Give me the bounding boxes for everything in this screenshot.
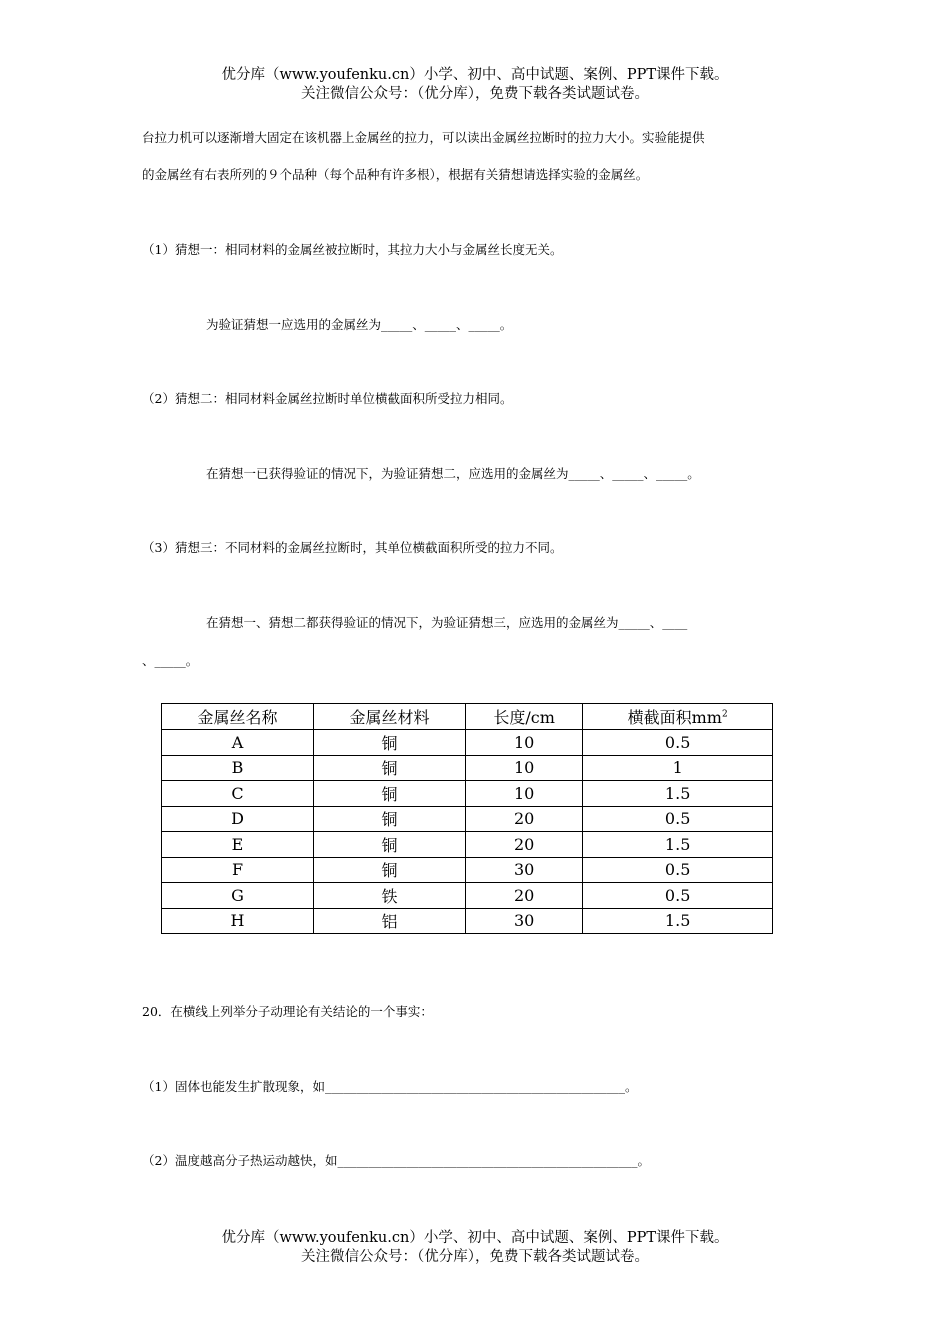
cell-area: 0.5 [583,883,773,909]
cell-material: 铜 [314,806,466,832]
cell-name: C [162,781,314,807]
header-area-exponent: 2 [721,709,728,720]
cell-area: 1.5 [583,908,773,934]
question-20: 20．在横线上列举分子动理论有关结论的一个事实： [142,1004,433,1019]
cell-area: 1 [583,755,773,781]
cell-length: 10 [466,755,583,781]
question-1: （1）猜想一：相同材料的金属丝被拉断时，其拉力大小与金属丝长度无关。 [142,242,563,257]
header-area-label: 横截面积mm [627,708,722,727]
cell-name: G [162,883,314,909]
question-1-answer: 为验证猜想一应选用的金属丝为_____、_____、_____。 [206,317,513,332]
cell-area: 0.5 [583,806,773,832]
question-3-answer-a: 在猜想一、猜想二都获得验证的情况下，为验证猜想三，应选用的金属丝为_____、____ [206,615,688,630]
cell-length: 10 [466,730,583,756]
cell-area: 0.5 [583,857,773,883]
table-row [162,883,773,909]
header-material: 金属丝材料 [314,704,466,730]
table-row [162,755,773,781]
cell-material: 铜 [314,857,466,883]
cell-length: 10 [466,781,583,807]
page-header [0,66,950,104]
cell-material: 铜 [314,781,466,807]
intro-line-2: 的金属丝有右表所列的９个品种（每个品种有许多根），根据有关猜想请选择实验的金属丝。 [142,167,649,182]
footer-line-1: 优分库（www.youfenku.cn）小学、初中、高中试题、案例、PPT课件下载。 [221,1230,729,1246]
cell-material: 铁 [314,883,466,909]
header-length: 长度/cm [466,704,583,730]
cell-name: D [162,806,314,832]
table-row [162,908,773,934]
table-row [162,781,773,807]
header-area [583,704,773,730]
cell-length: 20 [466,832,583,858]
table-row [162,832,773,858]
table-header-row [162,704,773,730]
cell-length: 20 [466,806,583,832]
intro-line-1: 台拉力机可以逐渐增大固定在该机器上金属丝的拉力，可以读出金属丝拉断时的拉力大小。实验能提供 [142,130,705,145]
cell-name: A [162,730,314,756]
question-20-part-2: （2）温度越高分子热运动越快，如________________________________________________。 [142,1153,650,1168]
cell-length: 30 [466,908,583,934]
question-2: （2）猜想二：相同材料金属丝拉断时单位横截面积所受拉力相同。 [142,391,513,406]
cell-name: E [162,832,314,858]
table-row [162,857,773,883]
table-row [162,730,773,756]
question-20-part-1: （1）固体也能发生扩散现象，如________________________________________________。 [142,1079,638,1094]
cell-name: H [162,908,314,934]
header-name: 金属丝名称 [162,704,314,730]
cell-material: 铜 [314,832,466,858]
header-line-1: 优分库（www.youfenku.cn）小学、初中、高中试题、案例、PPT课件下载。 [221,67,729,83]
header-line-2: 关注微信公众号：（优分库），免费下载各类试题试卷。 [301,86,649,102]
page-footer [0,1229,950,1267]
question-3: （3）猜想三：不同材料的金属丝拉断时，其单位横截面积所受的拉力不同。 [142,540,563,555]
question-2-answer: 在猜想一已获得验证的情况下，为验证猜想二，应选用的金属丝为_____、_____、_____。 [206,466,700,481]
cell-area: 0.5 [583,730,773,756]
cell-length: 20 [466,883,583,909]
cell-material: 铜 [314,755,466,781]
cell-name: F [162,857,314,883]
cell-material: 铝 [314,908,466,934]
cell-area: 1.5 [583,832,773,858]
metal-wire-table [161,703,773,934]
cell-area: 1.5 [583,781,773,807]
footer-line-2: 关注微信公众号：（优分库），免费下载各类试题试卷。 [301,1249,649,1265]
cell-name: B [162,755,314,781]
question-3-answer-b: 、_____。 [142,653,199,668]
table-row [162,806,773,832]
cell-material: 铜 [314,730,466,756]
cell-length: 30 [466,857,583,883]
